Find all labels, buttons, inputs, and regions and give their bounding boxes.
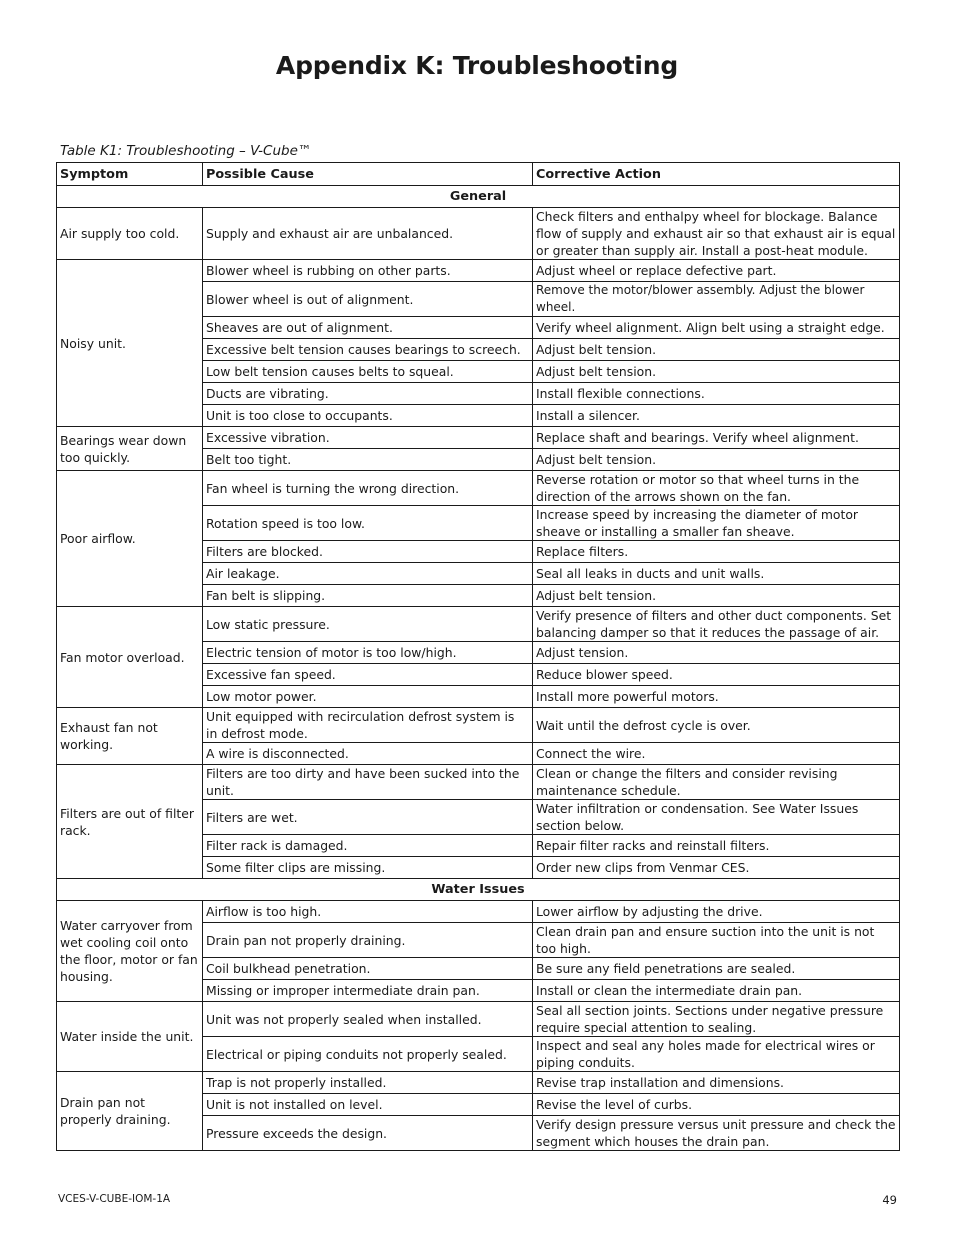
cause-cell: Pressure exceeds the design. [203, 1116, 533, 1151]
cause-cell: Low belt tension causes belts to squeal. [203, 361, 533, 383]
action-cell: Adjust belt tension. [533, 339, 900, 361]
action-cell: Seal all leaks in ducts and unit walls. [533, 563, 900, 585]
action-cell: Reverse rotation or motor so that wheel turns in the direction of the arrows shown on the fan. [533, 471, 900, 506]
action-cell: Install flexible connections. [533, 383, 900, 405]
cause-cell: Air leakage. [203, 563, 533, 585]
symptom-cell: Bearings wear down too quickly. [57, 427, 203, 471]
symptom-cell: Fan motor overload. [57, 607, 203, 708]
table-row [57, 708, 900, 743]
table-row [57, 765, 900, 800]
header-symptom: Symptom [57, 163, 203, 186]
table-row [57, 260, 900, 282]
action-cell: Adjust wheel or replace defective part. [533, 260, 900, 282]
table-row [57, 1072, 900, 1094]
action-cell: Replace shaft and bearings. Verify wheel alignment. [533, 427, 900, 449]
action-cell: Verify presence of filters and other duct components. Set balancing damper so that it reduces the passage of air. [533, 607, 900, 642]
cause-cell: Ducts are vibrating. [203, 383, 533, 405]
cause-cell: Excessive belt tension causes bearings to screech. [203, 339, 533, 361]
cause-cell: Coil bulkhead penetration. [203, 958, 533, 980]
cause-cell: Blower wheel is out of alignment. [203, 282, 533, 317]
table-row [57, 1002, 900, 1037]
cause-cell: A wire is disconnected. [203, 743, 533, 765]
action-cell: Wait until the defrost cycle is over. [533, 708, 900, 743]
action-cell: Verify wheel alignment. Align belt using a straight edge. [533, 317, 900, 339]
document-code: VCES-V-CUBE-IOM-1A [58, 1193, 171, 1205]
page-number: 49 [882, 1193, 897, 1207]
action-cell: Install or clean the intermediate drain pan. [533, 980, 900, 1002]
header-corrective-action: Corrective Action [533, 163, 900, 186]
symptom-cell: Filters are out of filter rack. [57, 765, 203, 879]
cause-cell: Fan belt is slipping. [203, 585, 533, 607]
cause-cell: Filter rack is damaged. [203, 835, 533, 857]
cause-cell: Electrical or piping conduits not properly sealed. [203, 1037, 533, 1072]
action-cell: Water infiltration or condensation. See Water Issues section below. [533, 800, 900, 835]
symptom-cell: Poor airflow. [57, 471, 203, 607]
action-cell: Install more powerful motors. [533, 686, 900, 708]
action-cell: Verify design pressure versus unit pressure and check the segment which houses the drain pan. [533, 1116, 900, 1151]
troubleshooting-table [56, 162, 900, 1151]
action-cell: Seal all section joints. Sections under negative pressure require special attention to sealing. [533, 1002, 900, 1037]
action-cell: Adjust belt tension. [533, 585, 900, 607]
cause-cell: Unit is not installed on level. [203, 1094, 533, 1116]
table-row [57, 427, 900, 449]
section-row-water-issues [57, 879, 900, 901]
action-cell: Replace filters. [533, 541, 900, 563]
cause-cell: Drain pan not properly draining. [203, 923, 533, 958]
cause-cell: Filters are too dirty and have been sucked into the unit. [203, 765, 533, 800]
cause-cell: Missing or improper intermediate drain pan. [203, 980, 533, 1002]
cause-cell: Sheaves are out of alignment. [203, 317, 533, 339]
action-cell: Adjust tension. [533, 642, 900, 664]
action-cell: Order new clips from Venmar CES. [533, 857, 900, 879]
section-general: General [57, 186, 900, 208]
table-caption: Table K1: Troubleshooting – V-Cube™ [60, 143, 312, 159]
table-row [57, 471, 900, 506]
table-row [57, 901, 900, 923]
page-title: Appendix K: Troubleshooting [275, 51, 679, 80]
cause-cell: Excessive fan speed. [203, 664, 533, 686]
cause-cell: Belt too tight. [203, 449, 533, 471]
cause-cell: Airflow is too high. [203, 901, 533, 923]
cause-cell: Rotation speed is too low. [203, 506, 533, 541]
table-row [57, 607, 900, 642]
cause-cell: Low motor power. [203, 686, 533, 708]
cause-cell: Blower wheel is rubbing on other parts. [203, 260, 533, 282]
action-cell: Revise the level of curbs. [533, 1094, 900, 1116]
cause-cell: Trap is not properly installed. [203, 1072, 533, 1094]
cause-cell: Low static pressure. [203, 607, 533, 642]
symptom-cell: Air supply too cold. [57, 208, 203, 260]
symptom-cell: Drain pan not properly draining. [57, 1072, 203, 1151]
action-cell: Remove the motor/blower assembly. Adjust the blower wheel. [533, 282, 900, 317]
symptom-cell: Water carryover from wet cooling coil onto the floor, motor or fan housing. [57, 901, 203, 1002]
cause-cell: Some filter clips are missing. [203, 857, 533, 879]
action-cell: Check filters and enthalpy wheel for blockage. Balance flow of supply and exhaust air so that exhaust air is equal or greater than supply air. Install a post-heat module. [533, 208, 900, 260]
cause-cell: Excessive vibration. [203, 427, 533, 449]
action-cell: Adjust belt tension. [533, 449, 900, 471]
section-water-issues: Water Issues [57, 879, 900, 901]
action-cell: Inspect and seal any holes made for electrical wires or piping conduits. [533, 1037, 900, 1072]
cause-cell: Fan wheel is turning the wrong direction. [203, 471, 533, 506]
cause-cell: Filters are blocked. [203, 541, 533, 563]
symptom-cell: Noisy unit. [57, 260, 203, 427]
cause-cell: Supply and exhaust air are unbalanced. [203, 208, 533, 260]
action-cell: Increase speed by increasing the diameter of motor sheave or installing a smaller fan sheave. [533, 506, 900, 541]
cause-cell: Unit was not properly sealed when installed. [203, 1002, 533, 1037]
cause-cell: Electric tension of motor is too low/high. [203, 642, 533, 664]
action-cell: Revise trap installation and dimensions. [533, 1072, 900, 1094]
cause-cell: Filters are wet. [203, 800, 533, 835]
symptom-cell: Water inside the unit. [57, 1002, 203, 1072]
table-header-row [57, 163, 900, 186]
cause-cell: Unit equipped with recirculation defrost system is in defrost mode. [203, 708, 533, 743]
header-possible-cause: Possible Cause [203, 163, 533, 186]
action-cell: Clean or change the filters and consider revising maintenance schedule. [533, 765, 900, 800]
symptom-cell: Exhaust fan not working. [57, 708, 203, 765]
action-cell: Lower airflow by adjusting the drive. [533, 901, 900, 923]
action-cell: Reduce blower speed. [533, 664, 900, 686]
section-row-general [57, 186, 900, 208]
action-cell: Be sure any field penetrations are sealed. [533, 958, 900, 980]
action-cell: Connect the wire. [533, 743, 900, 765]
action-cell: Repair filter racks and reinstall filters. [533, 835, 900, 857]
table-row [57, 208, 900, 260]
action-cell: Clean drain pan and ensure suction into the unit is not too high. [533, 923, 900, 958]
cause-cell: Unit is too close to occupants. [203, 405, 533, 427]
action-cell: Adjust belt tension. [533, 361, 900, 383]
action-cell: Install a silencer. [533, 405, 900, 427]
